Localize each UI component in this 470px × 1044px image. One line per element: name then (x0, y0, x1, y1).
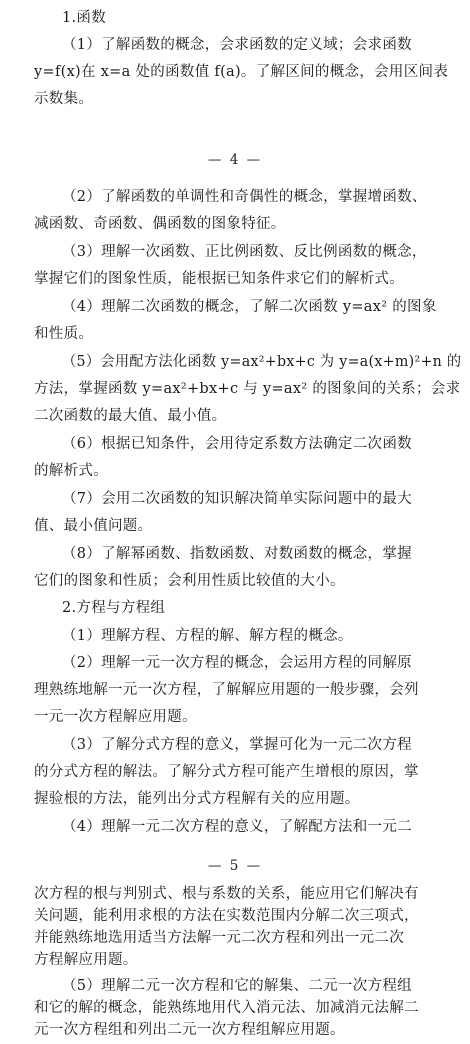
paragraph-line: 它们的图象和性质；会利用性质比较值的大小。 (34, 573, 345, 589)
paragraph-line: 握验根的方法，能列出分式方程解有关的应用题。 (34, 791, 360, 807)
paragraph-line: 元一次方程组和列出二元一次方程组解应用题。 (34, 1022, 345, 1038)
paragraph-line: （4）理解一元二次方程的意义，了解配方法和一元二 (62, 819, 412, 835)
paragraph-line: （7）会用二次函数的知识解决简单实际问题中的最大 (62, 491, 412, 507)
page-number: — 4 — (207, 152, 263, 168)
paragraph-line: （8）了解幂函数、指数函数、对数函数的概念，掌握 (62, 546, 412, 562)
paragraph-line: 一元一次方程解应用题。 (34, 709, 197, 725)
paragraph-line: （2）了解函数的单调性和奇偶性的概念，掌握增函数、 (62, 189, 427, 205)
paragraph-line: 二次函数的最大值、最小值。 (34, 408, 227, 424)
page-number: — 5 — (207, 858, 263, 874)
paragraph-line: （4）理解二次函数的概念，了解二次函数 y=ax² 的图象 (62, 299, 437, 315)
paragraph-line: 掌握它们的图象性质，能根据已知条件求它们的解析式。 (34, 271, 404, 287)
paragraph-line: 方法，掌握函数 y=ax²+bx+c 与 y=ax² 的图象间的关系；会求 (34, 381, 461, 397)
paragraph-line: 的解析式。 (34, 463, 108, 479)
paragraph-line: y=f(x)在 x=a 处的函数值 f(a)。了解区间的概念，会用区间表 (34, 64, 449, 80)
paragraph-line: （3）理解一次函数、正比例函数、反比例函数的概念， (62, 244, 427, 260)
paragraph-line: 关问题，能利用求根的方法在实数范围内分解二次三项式， (34, 908, 419, 924)
paragraph-line: 的分式方程的解法。了解分式方程可能产生增根的原因，掌 (34, 764, 419, 780)
paragraph-line: 示数集。 (34, 91, 94, 107)
paragraph-line: 理熟练地解一元一次方程，了解解应用题的一般步骤，会列 (34, 682, 419, 698)
section-heading-equations: 2.方程与方程组 (62, 600, 166, 616)
paragraph-line: （6）根据已知条件，会用待定系数方法确定二次函数 (62, 436, 412, 452)
paragraph-line: 和性质。 (34, 326, 94, 342)
paragraph-line: （5）理解二元一次方程和它的解集、二元一次方程组 (62, 978, 412, 994)
paragraph-line: 值、最小值问题。 (34, 518, 153, 534)
paragraph-line: （1）理解方程、方程的解、解方程的概念。 (62, 628, 353, 644)
paragraph-line: 和它的解的概念，能熟练地用代入消元法、加减消元法解二 (34, 1000, 419, 1016)
paragraph-line: （5）会用配方法化函数 y=ax²+bx+c 为 y=a(x+m)²+n 的 (62, 354, 462, 370)
paragraph-line: 并能熟练地选用适当方法解一元二次方程和列出一元二次 (34, 930, 404, 946)
paragraph-line: 减函数、奇函数、偶函数的图象特征。 (34, 216, 286, 232)
section-heading-functions: 1.函数 (62, 10, 107, 26)
paragraph-line: （1）了解函数的概念，会求函数的定义域；会求函数 (62, 37, 412, 53)
paragraph-line: 方程解应用题。 (34, 952, 138, 968)
paragraph-line: （2）理解一元一次方程的概念，会运用方程的同解原 (62, 655, 412, 671)
paragraph-line: （3）了解分式方程的意义，掌握可化为一元二次方程 (62, 737, 412, 753)
paragraph-line: 次方程的根与判别式、根与系数的关系，能应用它们解决有 (34, 886, 419, 902)
